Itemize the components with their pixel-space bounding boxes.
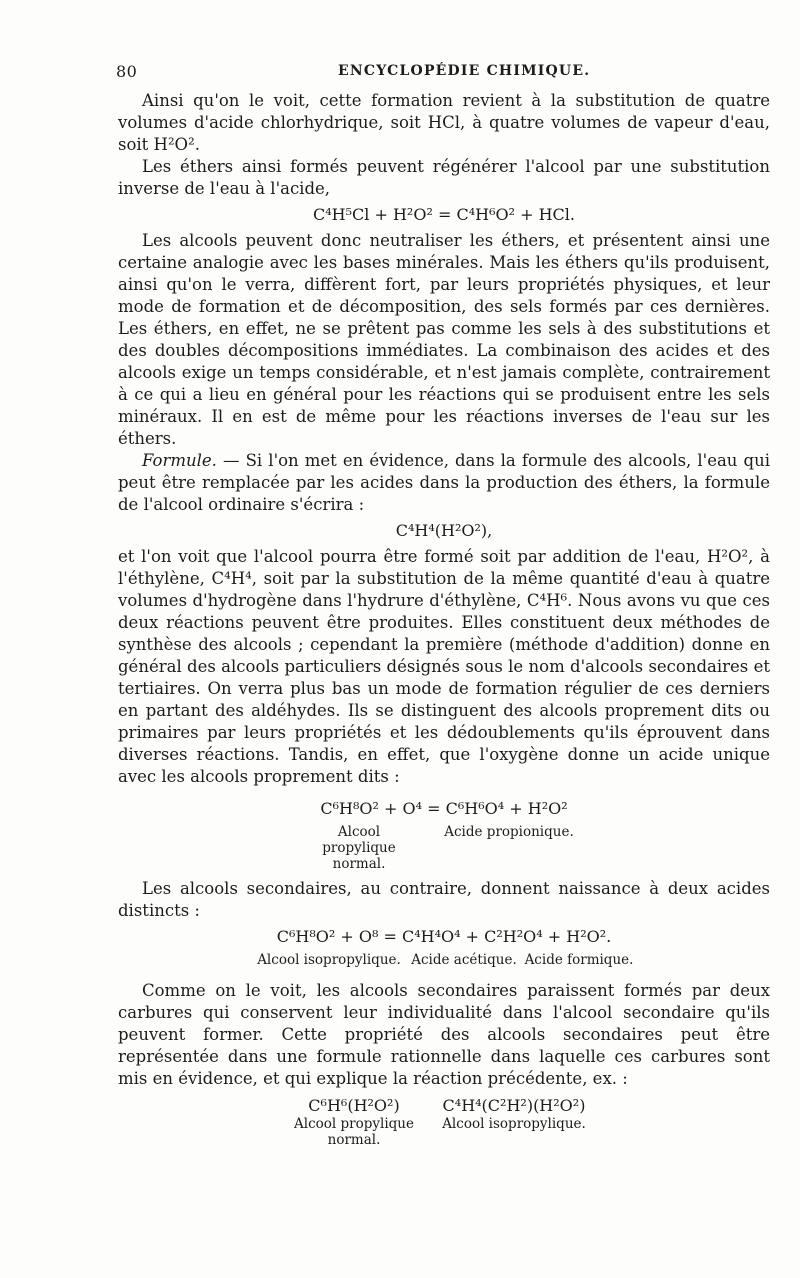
paragraph-3: Les alcools peuvent donc neutraliser les éthers, et présentent ainsi une certaine analogie avec les bases minérales. Mais les éthers qu'ils produisent, ainsi qu'on le verra, diffèrent fort, par leurs propriétés physiques, et leur mode de formation et de décomposition, des sels formés par ces dernières. Les éthers, en effet, ne se prêtent pas comme les sels à des substitutions et des doubles décompositions immédiates. La combinaison des acides et des alcools exige un temps considérable, et n'est jamais complète, contrairement à ce qui a lieu en général pour les réactions qui se produisent entre les sels minéraux. Il en est de même pour les réactions inverses de l'eau sur les éthers. — [118, 231, 770, 448]
paragraph-1: Ainsi qu'on le voit, cette formation revient à la substitution de quatre volumes d'acide chlorhydrique, soit HCl, à quatre volumes de vapeur d'eau, soit H²O². — [118, 91, 770, 154]
label-alcool-isopropylique: Alcool isopropylique. — [257, 952, 401, 968]
paragraph-4-text: — Si l'on met en évidence, dans la formule des alcools, l'eau qui peut être remplacée par les acides dans la production des éthers, la formule de l'alcool ordinaire s'écrira : — [118, 451, 770, 514]
page-body — [118, 90, 770, 1148]
running-title: ENCYCLOPÉDIE CHIMIQUE. — [338, 63, 591, 79]
paragraph-7: Comme on le voit, les alcools secondaires paraissent formés par deux carbures qui conservent leur individualité dans l'alcool secondaire qu'ils peuvent former. Cette propriété des alcools secondaires peut être représentée dans une formule rationnelle dans laquelle ces carbures sont mis en évidence, et qui explique la réaction précédente, ex. : — [118, 981, 770, 1088]
equation-ether-hydrolysis: C⁴H⁵Cl + H²O² = C⁴H⁶O² + HCl. — [313, 205, 575, 224]
label-acide-acetique: Acide acétique. — [411, 952, 517, 968]
equation-propyl-labels — [118, 824, 770, 872]
equation-isopropyl-oxidation: C⁶H⁸O² + O⁸ = C⁴H⁴O⁴ + C²H²O⁴ + H²O². — [276, 927, 612, 946]
equation-propyl-oxidation: C⁶H⁸O² + O⁴ = C⁶H⁶O⁴ + H²O² — [320, 799, 568, 818]
page-number: 80 — [116, 62, 138, 81]
formule-heading: Formule. — [142, 451, 217, 470]
label-propyl-normal: Alcool propylique normal. — [294, 1116, 414, 1148]
equation-isopropyl-labels — [118, 952, 770, 968]
rational-formulas — [118, 1096, 770, 1116]
paragraph-2: Les éthers ainsi formés peuvent régénérer l'alcool par une substitution inverse de l'eau à l'acide, — [118, 157, 770, 198]
equation-alcohol-formula: C⁴H⁴(H²O²), — [395, 521, 493, 540]
label-acide-propionique: Acide propionique. — [444, 824, 574, 840]
label-alcool-propylique: Alcool propylique normal. — [322, 824, 396, 872]
paragraph-5: et l'on voit que l'alcool pourra être formé soit par addition de l'eau, H²O², à l'éthylène, C⁴H⁴, soit par la substitution de la même quantité d'eau à quatre volumes d'hydrogène dans l'hydrure d'éthylène, C⁴H⁶. Nous avons vu que ces deux réactions peuvent être produites. Elles constituent deux méthodes de synthèse des alcools ; cependant la première (méthode d'addition) donne en général des alcools particuliers désignés sous le nom d'alcools secondaires et tertiaires. On verra plus bas un mode de formation régulier de ces derniers en partant des aldéhydes. Ils se distinguent des alcools proprement dits ou primaires par leurs propriétés et les dédoublements qu'ils éprouvent dans diverses réactions. Tandis, en effet, que l'oxygène donne un acide unique avec les alcools proprement dits : — [118, 547, 770, 786]
formula-isopropyl: C⁴H⁴(C²H²)(H²O²) — [442, 1096, 586, 1115]
label-isopropyl: Alcool isopropylique. — [442, 1116, 586, 1132]
page-header — [116, 62, 766, 86]
paragraph-4 — [118, 450, 770, 516]
paragraph-6: Les alcools secondaires, au contraire, donnent naissance à deux acides distincts : — [118, 879, 770, 920]
rational-formula-labels — [118, 1116, 770, 1148]
label-acide-formique: Acide formique. — [524, 952, 634, 968]
formula-propyl: C⁶H⁶(H²O²) — [308, 1096, 400, 1115]
